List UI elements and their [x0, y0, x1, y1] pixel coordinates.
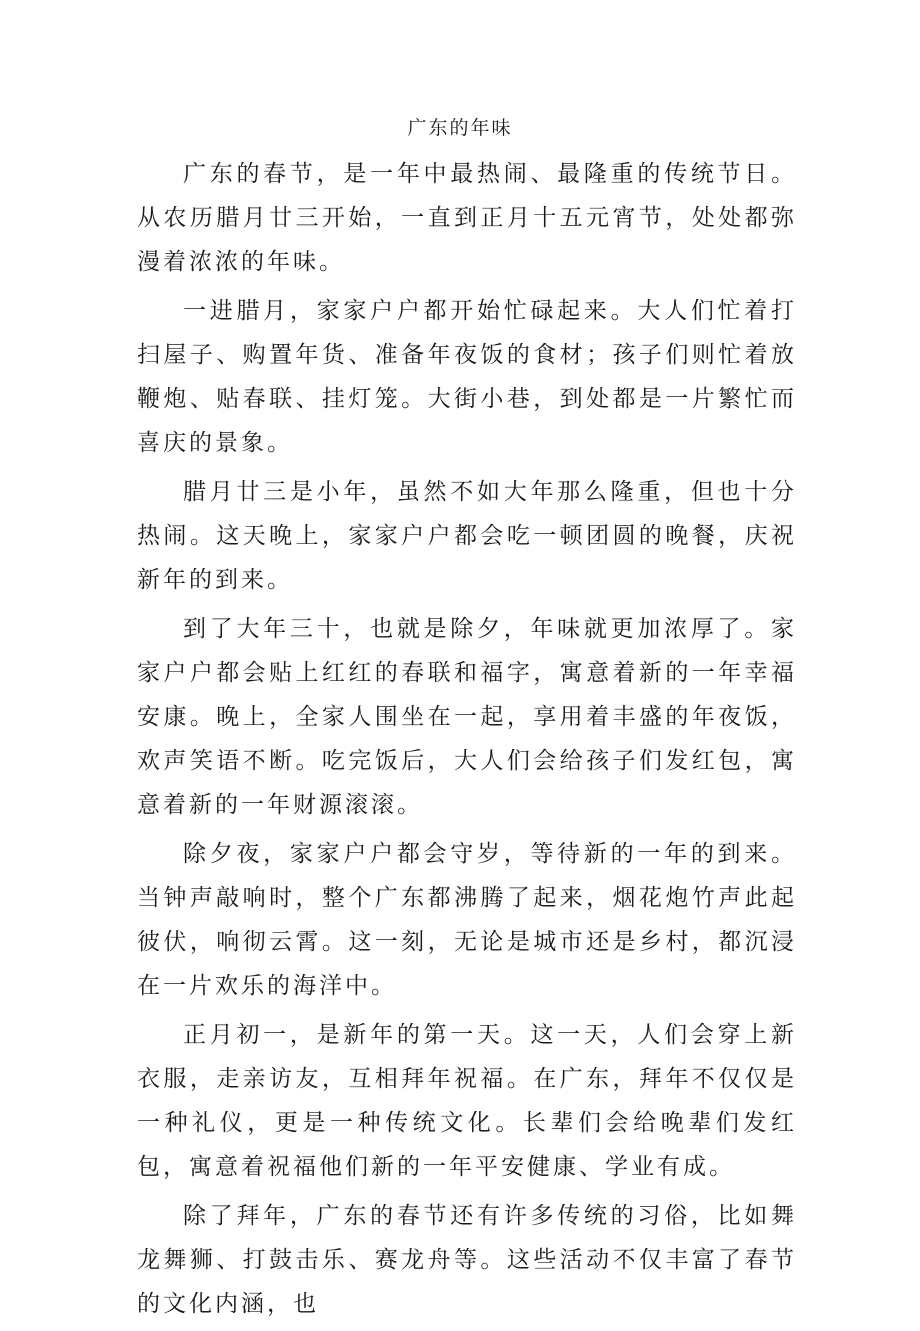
paragraph-7: 除了拜年，广东的春节还有许多传统的习俗，比如舞龙舞狮、打鼓击乐、赛龙舟等。这些活动不仅丰富了春节的文化内涵，也 — [137, 1203, 797, 1317]
paragraph-4: 到了大年三十，也就是除夕，年味就更加浓厚了。家家户户都会贴上红红的春联和福字，寓意着新的一年幸福安康。晚上，全家人围坐在一起，享用着丰盛的年夜饭，欢声笑语不断。吃完饭后，大人们会给孩子们发红包，寓意着新的一年财源滚滚。 — [137, 616, 797, 818]
document-title: 广东的年味 — [407, 117, 513, 139]
paragraph-5: 除夕夜，家家户户都会守岁，等待新的一年的到来。当钟声敲响时，整个广东都沸腾了起来，烟花炮竹声此起彼伏，响彻云霄。这一刻，无论是城市还是乡村，都沉浸在一片欢乐的海洋中。 — [137, 841, 797, 999]
paragraph-3: 腊月廿三是小年，虽然不如大年那么隆重，但也十分热闹。这天晚上，家家户户都会吃一顿团圆的晚餐，庆祝新年的到来。 — [137, 479, 797, 593]
paragraph-6: 正月初一，是新年的第一天。这一天，人们会穿上新衣服，走亲访友，互相拜年祝福。在广东，拜年不仅仅是一种礼仪，更是一种传统文化。长辈们会给晚辈们发红包，寓意着祝福他们新的一年平安健康、学业有成。 — [137, 1022, 797, 1180]
paragraph-1: 广东的春节，是一年中最热闹、最隆重的传统节日。从农历腊月廿三开始，一直到正月十五元宵节，处处都弥漫着浓浓的年味。 — [137, 161, 797, 275]
document-body — [137, 152, 797, 1331]
paragraph-2: 一进腊月，家家户户都开始忙碌起来。大人们忙着打扫屋子、购置年货、准备年夜饭的食材；孩子们则忙着放鞭炮、贴春联、挂灯笼。大街小巷，到处都是一片繁忙而喜庆的景象。 — [137, 298, 797, 456]
